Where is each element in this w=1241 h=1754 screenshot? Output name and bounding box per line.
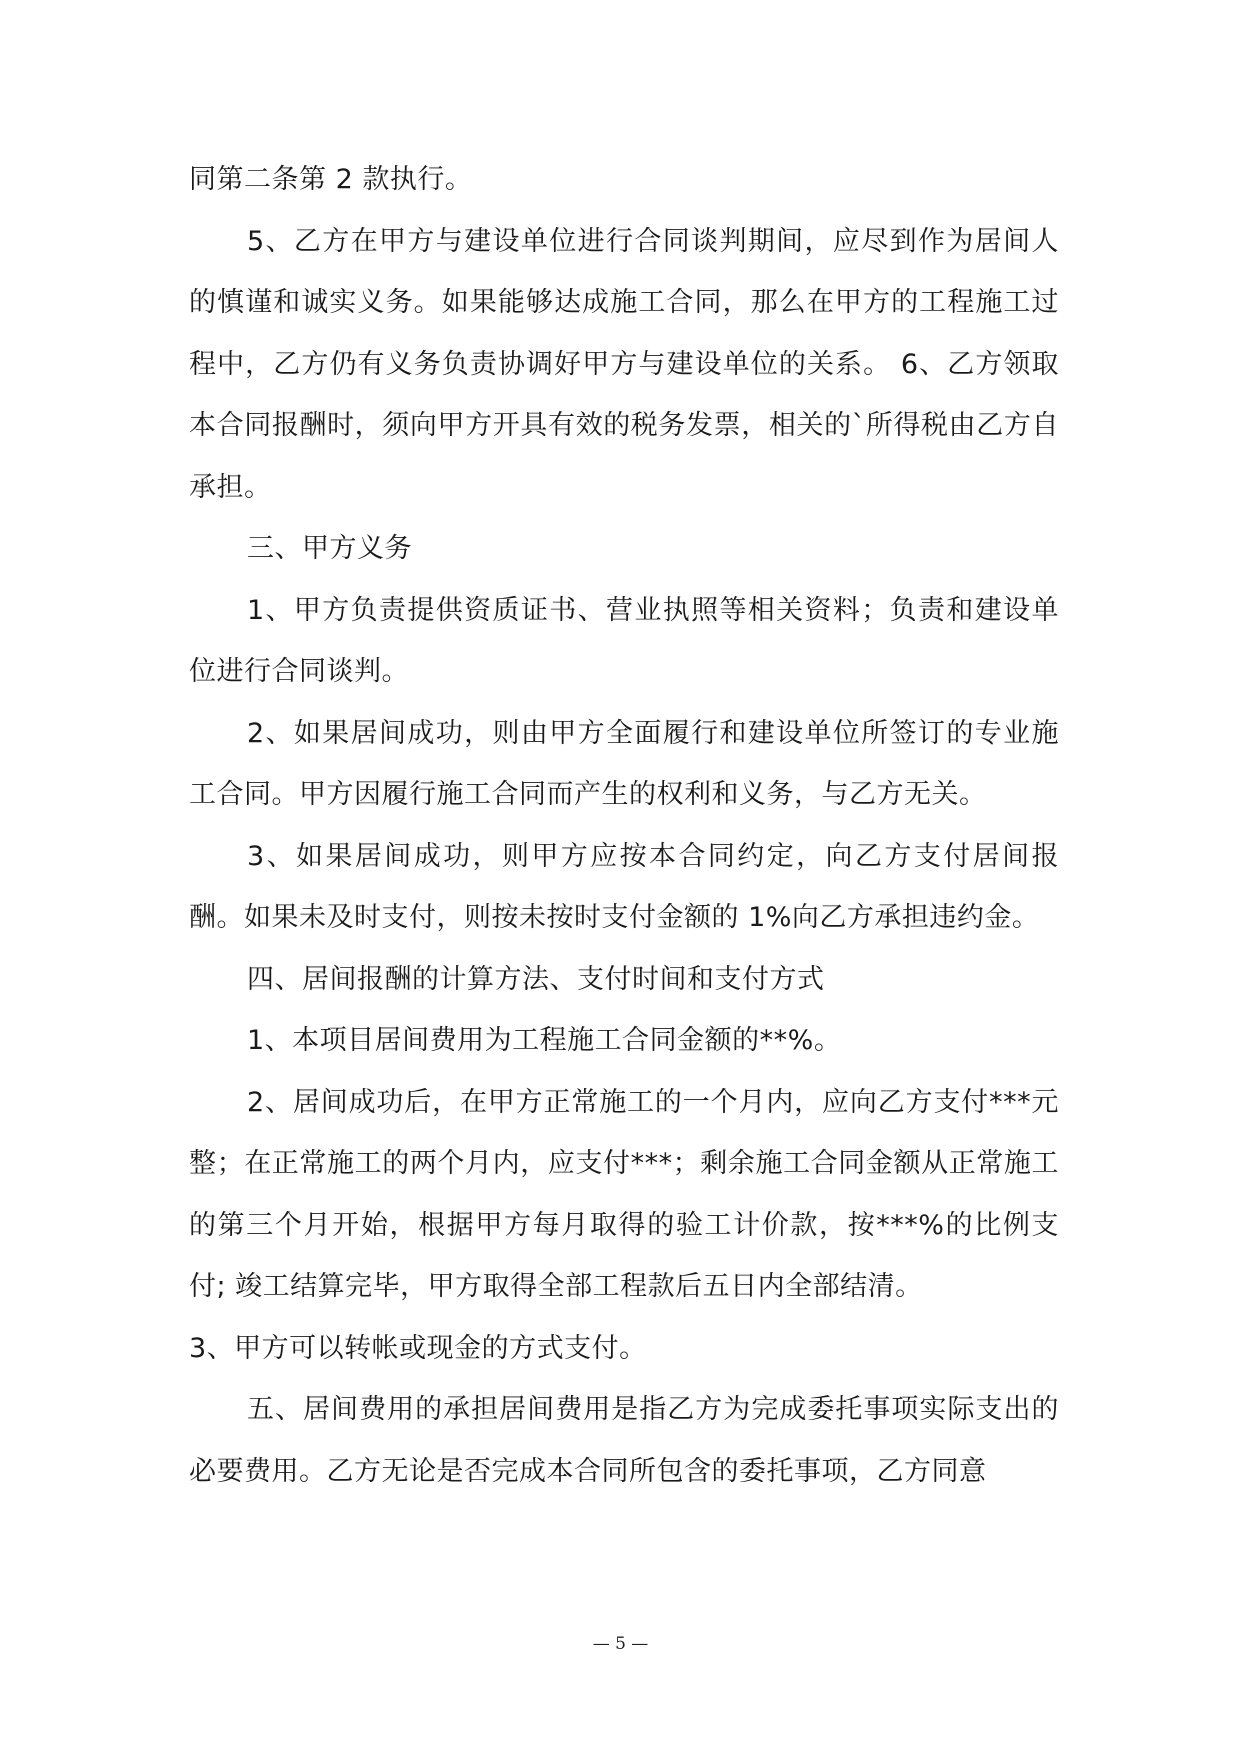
paragraph-clause-4-2: 2、居间成功后，在甲方正常施工的一个月内，应向乙方支付***元整；在正常施工的两个月内，应支付***；剩余施工合同金额从正常施工的第三个月开始，根据甲方每月取得的验工计价款，按***%的比例支付; 竣工结算完毕，甲方取得全部工程款后五日内全部结清。 (189, 1086, 1059, 1302)
section-heading-4: 四、居间报酬的计算方法、支付时间和支付方式 (247, 963, 825, 995)
paragraph-continuation: 同第二条第 2 款执行。 (189, 164, 473, 195)
paragraph-clause-3-1: 1、甲方负责提供资质证书、营业执照等相关资料；负责和建设单位进行合同谈判。 (189, 594, 1059, 687)
page-number: — 5 — (592, 1634, 649, 1654)
section-heading-5: 五、居间费用的承担居间费用是指乙方为完成委托事项实际支出的必要费用。乙方无论是否完成本合同所包含的委托事项，乙方同意 (189, 1394, 1059, 1487)
paragraph-clause-3-2: 2、如果居间成功，则由甲方全面履行和建设单位所签订的专业施工合同。甲方因履行施工合同而产生的权利和义务，与乙方无关。 (189, 717, 1059, 810)
section-heading-3: 三、甲方义务 (247, 533, 412, 564)
document-body (189, 149, 1059, 1502)
paragraph-clause-4-1: 1、本项目居间费用为工程施工合同金额的**%。 (247, 1025, 842, 1056)
paragraph-clause-3-3: 3、如果居间成功，则甲方应按本合同约定，向乙方支付居间报酬。如果未及时支付，则按未按时支付金额的 1%向乙方承担违约金。 (189, 840, 1059, 933)
paragraph-clause-2-5: 5、乙方在甲方与建设单位进行合同谈判期间，应尽到作为居间人的慎谨和诚实义务。如果能够达成施工合同，那么在甲方的工程施工过程中，乙方仍有义务负责协调好甲方与建设单位的关系。 6、乙方领取本合同报酬时，须向甲方开具有效的税务发票，相关的`所得税由乙方自承担。 (189, 225, 1059, 503)
paragraph-clause-4-3: 3、甲方可以转帐或现金的方式支付。 (189, 1332, 647, 1364)
